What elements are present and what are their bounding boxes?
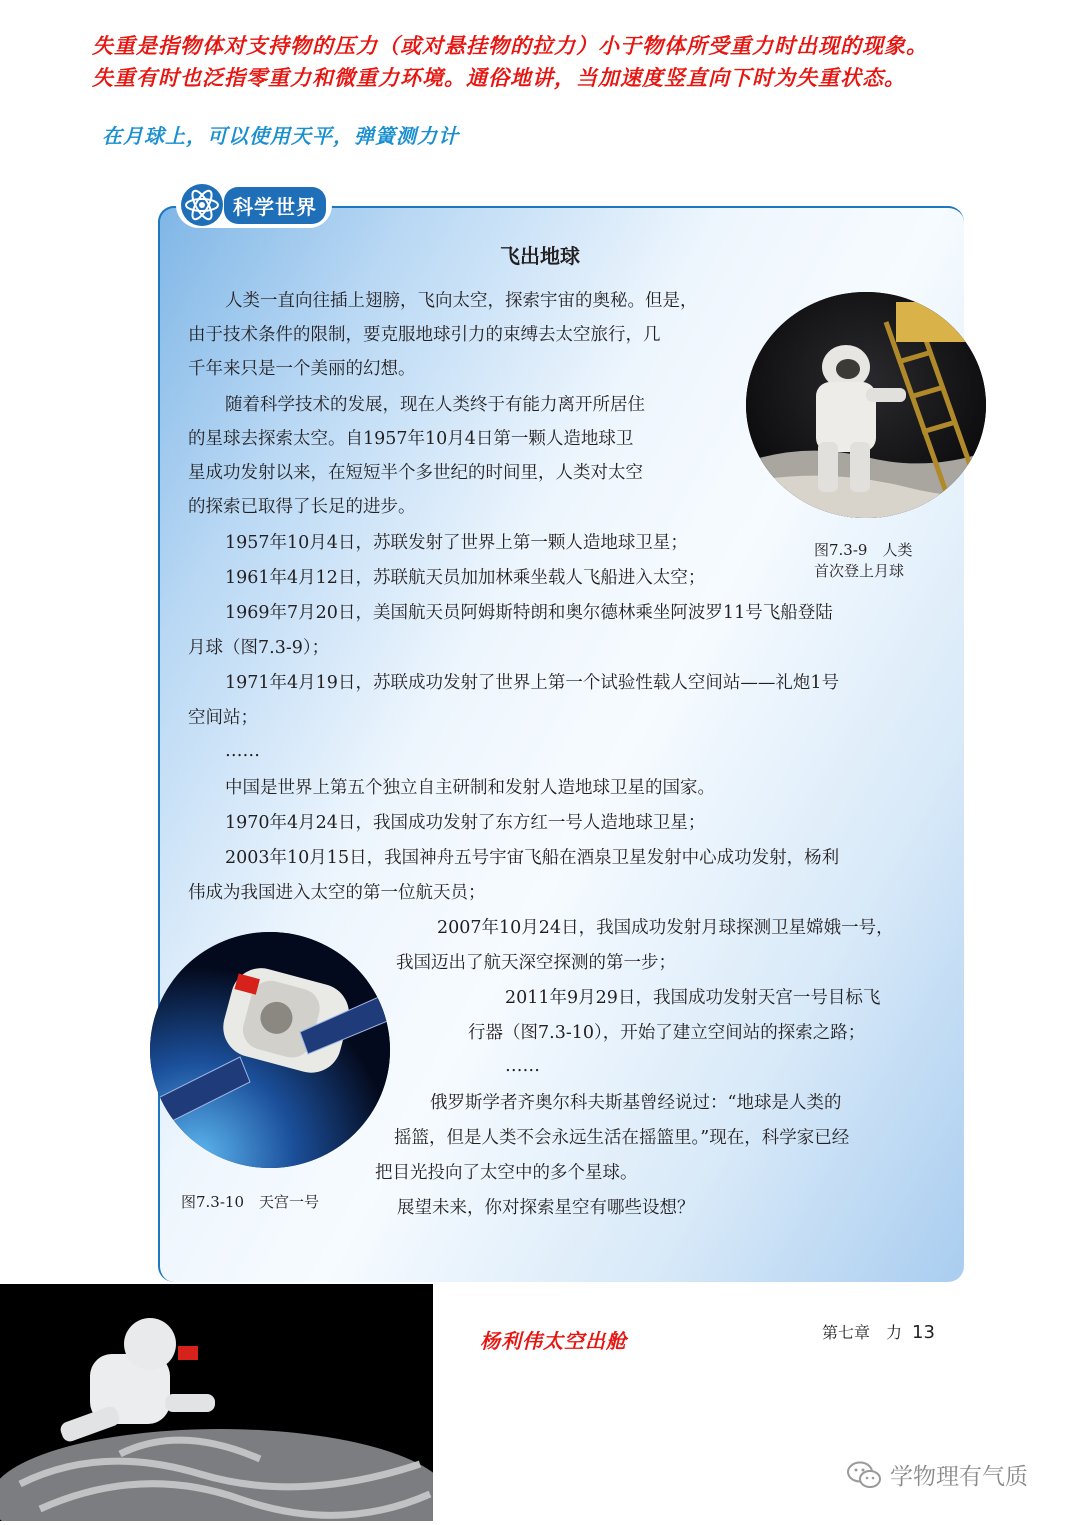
page-footer [822,1320,935,1343]
text-line: 人类一直向往插上翅膀，飞向太空，探索宇宙的奥秘。但是， [225,291,698,311]
text-line: 俄罗斯学者齐奥尔科夫斯基曾经说过：“地球是人类的 [430,1093,842,1113]
moon-figure-caption-2: 首次登上月球 [814,562,905,580]
tiangong-photo [150,932,390,1168]
watermark-text: 学物理有气质 [890,1464,1028,1490]
text-line: 中国是世界上第五个独立自主研制和发射人造地球卫星的国家。 [225,778,715,798]
spacewalk-caption: 杨利伟太空出舱 [480,1329,627,1353]
text-line: 伟成为我国进入太空的第一位航天员； [188,883,486,903]
text-line: 随着科学技术的发展，现在人类终于有能力离开所居住 [225,395,645,415]
chapter-label: 第七章 力 [822,1323,903,1342]
panel-top-rule [350,205,950,209]
spacewalk-photo [0,1284,433,1521]
annotation-line-3: 在月球上，可以使用天平，弹簧测力计 [102,124,459,148]
tiangong-figure-caption: 图7.3-10 天宫一号 [181,1193,320,1211]
text-line: 的探索已取得了长足的进步。 [188,497,416,517]
wechat-icon [846,1460,882,1490]
text-line: 星成功发射以来，在短短半个多世纪的时间里，人类对太空 [188,463,643,483]
text-line: 2003年10月15日，我国神舟五号宇宙飞船在酒泉卫星发射中心成功发射，杨利 [225,848,840,868]
text-line: 2007年10月24日，我国成功发射月球探测卫星嫦娥一号， [437,918,894,938]
text-line: 把目光投向了太空中的多个星球。 [375,1163,638,1183]
science-world-badge [176,182,332,228]
watermark [846,1458,1028,1491]
text-line: 2011年9月29日，我国成功发射天宫一号目标飞 [505,988,881,1008]
atom-icon [176,182,228,228]
text-line: 1969年7月20日，美国航天员阿姆斯特朗和奥尔德林乘坐阿波罗11号飞船登陆 [225,603,833,623]
annotation-line-2: 失重有时也泛指零重力和微重力环境。通俗地讲，当加速度竖直向下时为失重状态。 [92,66,906,90]
text-line: 展望未来，你对探索星空有哪些设想？ [397,1198,695,1218]
moon-figure-caption-1: 图7.3-9 人类 [814,541,913,559]
text-line: 行器（图7.3-10），开始了建立空间站的探索之路； [468,1023,866,1043]
text-line: 空间站； [188,708,258,728]
text-line: 千年来只是一个美丽的幻想。 [188,359,416,379]
text-line: 1961年4月12日，苏联航天员加加林乘坐载人飞船进入太空； [225,568,706,588]
text-line: 摇篮，但是人类不会永远生活在摇篮里。”现在，科学家已经 [394,1128,850,1148]
text-line: 由于技术条件的限制，要克服地球引力的束缚去太空旅行，几 [188,325,661,345]
text-line: …… [505,1056,540,1076]
text-line: 的星球去探索太空。自1957年10月4日第一颗人造地球卫 [188,429,634,449]
badge-label: 科学世界 [224,187,326,224]
text-line: 1970年4月24日，我国成功发射了东方红一号人造地球卫星； [225,813,706,833]
text-line: …… [225,741,260,761]
text-line: 1971年4月19日，苏联成功发射了世界上第一个试验性载人空间站——礼炮1号 [225,673,840,693]
moon-landing-photo [746,292,986,518]
article-title: 飞出地球 [500,244,580,268]
annotation-line-1: 失重是指物体对支持物的压力（或对悬挂物的拉力）小于物体所受重力时出现的现象。 [92,34,928,58]
text-line: 1957年10月4日，苏联发射了世界上第一颗人造地球卫星； [225,533,688,553]
text-line: 我国迈出了航天深空探测的第一步； [396,953,676,973]
page-number: 13 [912,1322,935,1343]
text-line: 月球（图7.3-9）； [188,638,330,658]
